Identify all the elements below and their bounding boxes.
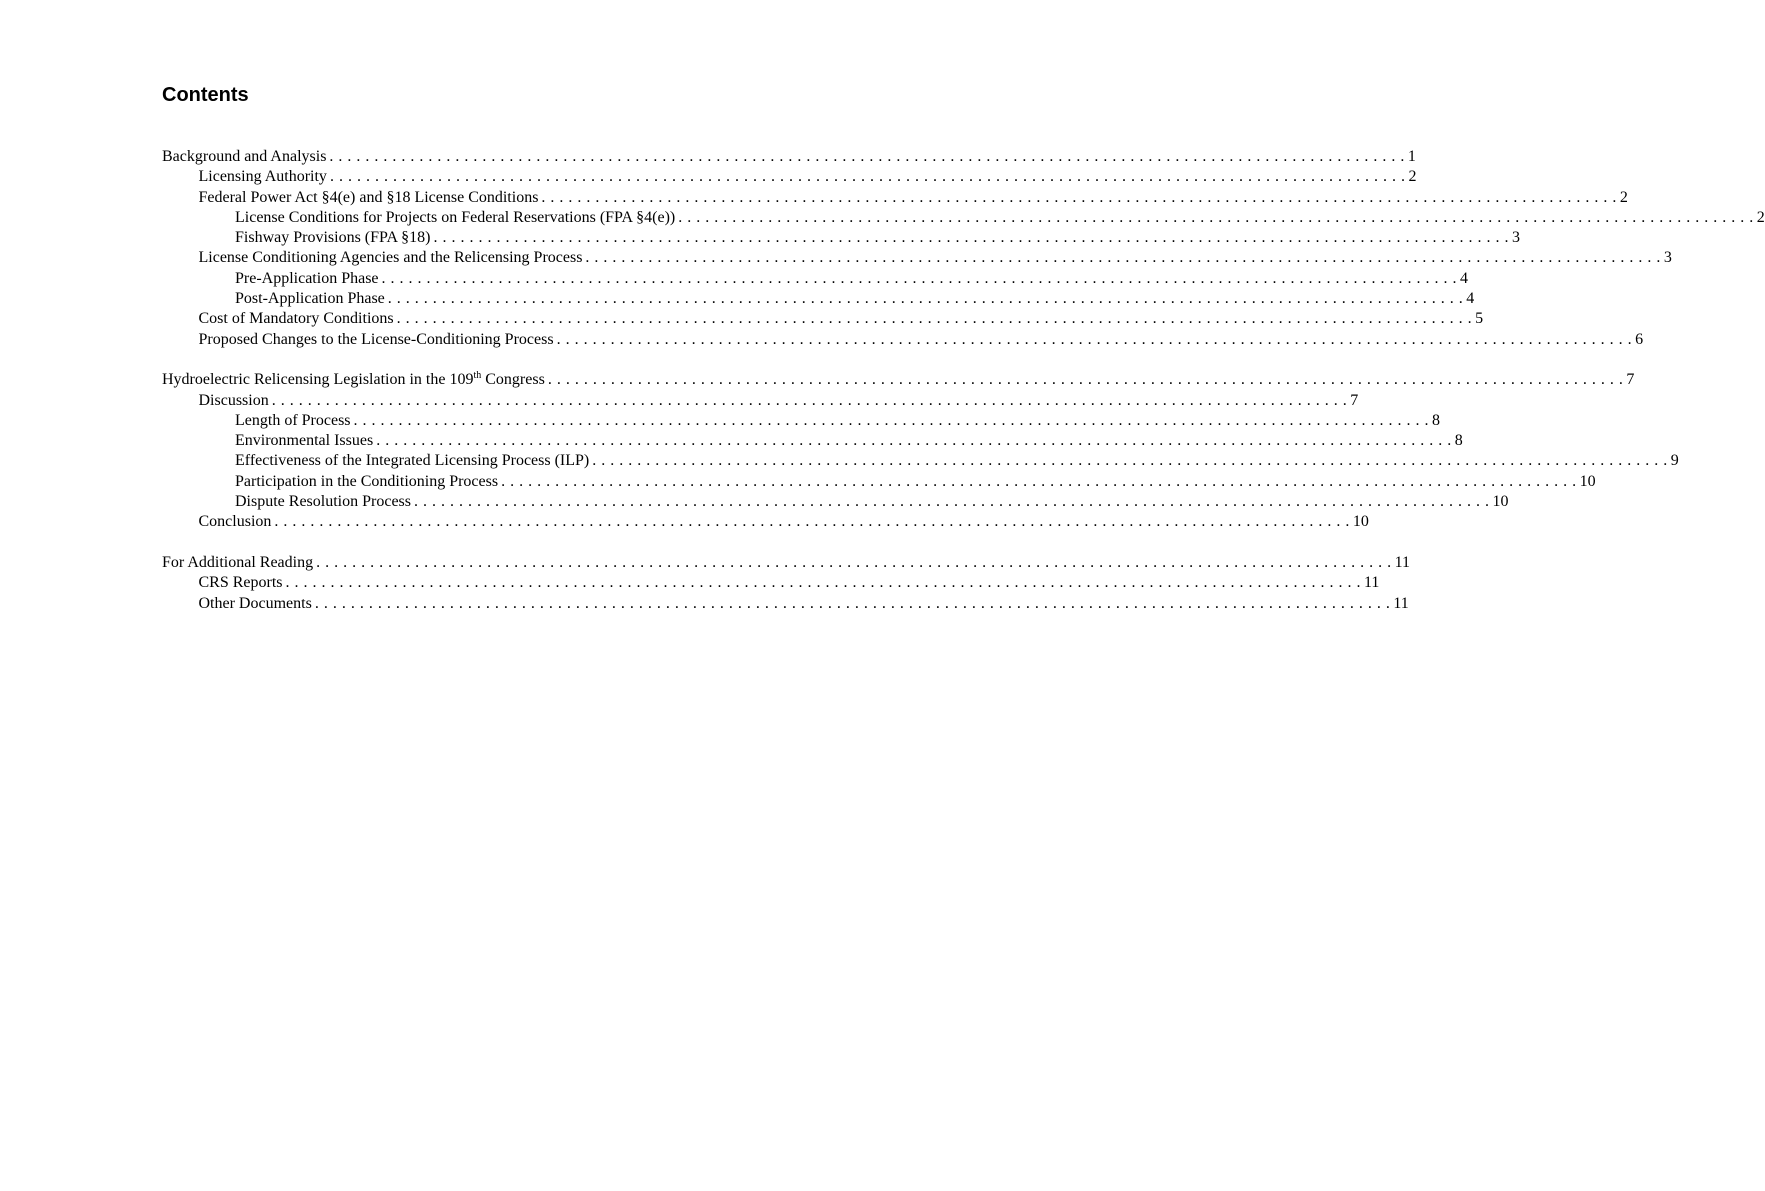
toc-entry[interactable]	[162, 228, 1520, 248]
toc-page-number: 2	[1756, 208, 1765, 226]
toc-dot-leader: . . . . . . . . . . . . . . . . . . . . . . . . . . . . . . . . . . . . . . . . . . . . . . . . . . . . . . . . . . . . . . . . . . . . . . . . . . . . . . . . . . . . . . . . . . . . . . . . . . . . . . . . . . . . . . . . . . . . . . . .	[314, 594, 1391, 612]
toc-entry-title	[162, 147, 329, 167]
toc-entry[interactable]	[162, 289, 1475, 309]
toc-entry[interactable]	[162, 330, 1644, 350]
toc-entry-title	[235, 431, 376, 451]
toc-entry-title	[199, 330, 557, 350]
toc-entry-title	[235, 289, 388, 309]
toc-entry-title-text: Proposed Changes to the License-Conditioning Process	[198, 330, 554, 348]
toc-entry[interactable]	[162, 269, 1469, 289]
toc-dot-leader: . . . . . . . . . . . . . . . . . . . . . . . . . . . . . . . . . . . . . . . . . . . . . . . . . . . . . . . . . . . . . . . . . . . . . . . . . . . . . . . . . . . . . . . . . . . . . . . . . . . . . . . . . . . . . . . . . . . . . . . .	[678, 208, 1754, 226]
toc-entry[interactable]	[162, 208, 1765, 228]
toc-entry-title-text: Participation in the Conditioning Process	[235, 472, 499, 490]
toc-section	[162, 147, 1765, 350]
toc-page-number: 10	[1352, 513, 1369, 531]
toc-entry-title-text: Hydroelectric Relicensing Legislation in the 109	[162, 371, 474, 389]
toc-entry[interactable]	[162, 411, 1441, 431]
toc-entry[interactable]	[162, 573, 1380, 593]
toc-entry-title	[199, 512, 275, 532]
toc-dot-leader: . . . . . . . . . . . . . . . . . . . . . . . . . . . . . . . . . . . . . . . . . . . . . . . . . . . . . . . . . . . . . . . . . . . . . . . . . . . . . . . . . . . . . . . . . . . . . . . . . . . . . . . . . . . . . . . . . . . . . . . .	[285, 574, 1362, 592]
toc-dot-leader: . . . . . . . . . . . . . . . . . . . . . . . . . . . . . . . . . . . . . . . . . . . . . . . . . . . . . . . . . . . . . . . . . . . . . . . . . . . . . . . . . . . . . . . . . . . . . . . . . . . . . . . . . . . . . . . . . . . . . . . .	[376, 432, 1452, 450]
toc-dot-leader: . . . . . . . . . . . . . . . . . . . . . . . . . . . . . . . . . . . . . . . . . . . . . . . . . . . . . . . . . . . . . . . . . . . . . . . . . . . . . . . . . . . . . . . . . . . . . . . . . . . . . . . . . . . . . . . . . . . . . . . .	[381, 269, 1458, 287]
toc-entry-title-text: Background and Analysis	[162, 148, 327, 165]
toc-page-number: 2	[1619, 188, 1628, 206]
toc-entry-title	[235, 472, 501, 492]
toc-page-number: 3	[1663, 249, 1672, 267]
toc-entry-title	[235, 269, 382, 289]
toc-entry-title-text: Effectiveness of the Integrated Licensing Process (ILP)	[235, 452, 590, 470]
toc-entry[interactable]	[162, 188, 1628, 208]
toc-entry[interactable]	[162, 451, 1679, 471]
toc-page-number: 6	[1635, 330, 1644, 348]
toc-entry-superscript: th	[473, 370, 482, 382]
toc-page-number: 11	[1393, 594, 1409, 612]
toc-dot-leader: . . . . . . . . . . . . . . . . . . . . . . . . . . . . . . . . . . . . . . . . . . . . . . . . . . . . . . . . . . . . . . . . . . . . . . . . . . . . . . . . . . . . . . . . . . . . . . . . . . . . . . . . . . . . . . . . . . . . . . . .	[353, 411, 1430, 429]
toc-entry[interactable]	[162, 147, 1416, 167]
toc-entry-title-text: Pre-Application Phase	[235, 269, 379, 287]
toc-dot-leader: . . . . . . . . . . . . . . . . . . . . . . . . . . . . . . . . . . . . . . . . . . . . . . . . . . . . . . . . . . . . . . . . . . . . . . . . . . . . . . . . . . . . . . . . . . . . . . . . . . . . . . . . . . . . . . . . . . . . . . . .	[387, 290, 1464, 308]
toc-entry-title-text: Length of Process	[235, 411, 351, 429]
toc-dot-leader: . . . . . . . . . . . . . . . . . . . . . . . . . . . . . . . . . . . . . . . . . . . . . . . . . . . . . . . . . . . . . . . . . . . . . . . . . . . . . . . . . . . . . . . . . . . . . . . . . . . . . . . . . . . . . . . . . . . . . . . .	[547, 371, 1624, 389]
toc-entry-title	[162, 553, 316, 573]
toc-page-number: 7	[1626, 371, 1635, 389]
toc-dot-leader: . . . . . . . . . . . . . . . . . . . . . . . . . . . . . . . . . . . . . . . . . . . . . . . . . . . . . . . . . . . . . . . . . . . . . . . . . . . . . . . . . . . . . . . . . . . . . . . . . . . . . . . . . . . . . . . . . . . . . . . .	[433, 229, 1509, 247]
toc-page-number: 4	[1466, 290, 1475, 308]
toc-entry[interactable]	[162, 248, 1672, 268]
toc-entry-title-text: Federal Power Act §4(e) and §18 License Conditions	[198, 188, 539, 206]
toc-entry[interactable]	[162, 370, 1635, 390]
toc-entry-title	[199, 594, 315, 614]
toc-entry-title	[199, 309, 397, 329]
toc-dot-leader: . . . . . . . . . . . . . . . . . . . . . . . . . . . . . . . . . . . . . . . . . . . . . . . . . . . . . . . . . . . . . . . . . . . . . . . . . . . . . . . . . . . . . . . . . . . . . . . . . . . . . . . . . . . . . . . . . . . . . . . .	[592, 452, 1668, 470]
toc-entry-title	[235, 492, 414, 512]
toc-dot-leader: . . . . . . . . . . . . . . . . . . . . . . . . . . . . . . . . . . . . . . . . . . . . . . . . . . . . . . . . . . . . . . . . . . . . . . . . . . . . . . . . . . . . . . . . . . . . . . . . . . . . . . . . . . . . . . . . . . . . . . . .	[329, 148, 1405, 165]
toc-entry-title-text: Post-Application Phase	[235, 290, 385, 308]
toc-dot-leader: . . . . . . . . . . . . . . . . . . . . . . . . . . . . . . . . . . . . . . . . . . . . . . . . . . . . . . . . . . . . . . . . . . . . . . . . . . . . . . . . . . . . . . . . . . . . . . . . . . . . . . . . . . . . . . . . . . . . . . . .	[396, 310, 1473, 328]
toc-entry-title-text: Other Documents	[198, 594, 312, 612]
toc-dot-leader: . . . . . . . . . . . . . . . . . . . . . . . . . . . . . . . . . . . . . . . . . . . . . . . . . . . . . . . . . . . . . . . . . . . . . . . . . . . . . . . . . . . . . . . . . . . . . . . . . . . . . . . . . . . . . . . . . . . . . . . .	[556, 330, 1633, 348]
toc-dot-leader: . . . . . . . . . . . . . . . . . . . . . . . . . . . . . . . . . . . . . . . . . . . . . . . . . . . . . . . . . . . . . . . . . . . . . . . . . . . . . . . . . . . . . . . . . . . . . . . . . . . . . . . . . . . . . . . . . . . . . . . .	[271, 391, 1348, 409]
toc-entry-title-text: Cost of Mandatory Conditions	[198, 310, 394, 328]
toc-page-number: 11	[1364, 574, 1380, 592]
toc-entry[interactable]	[162, 553, 1411, 573]
toc-page-number: 4	[1460, 269, 1469, 287]
toc-section	[162, 370, 1679, 532]
toc-entry-title-text: Environmental Issues	[235, 432, 374, 450]
toc-entry-title	[199, 167, 330, 187]
toc-entry-title	[235, 411, 354, 431]
toc-dot-leader: . . . . . . . . . . . . . . . . . . . . . . . . . . . . . . . . . . . . . . . . . . . . . . . . . . . . . . . . . . . . . . . . . . . . . . . . . . . . . . . . . . . . . . . . . . . . . . . . . . . . . . . . . . . . . . . . . . . . . . . .	[316, 553, 1392, 571]
toc-entry-title-text: Licensing Authority	[198, 168, 327, 186]
toc-dot-leader: . . . . . . . . . . . . . . . . . . . . . . . . . . . . . . . . . . . . . . . . . . . . . . . . . . . . . . . . . . . . . . . . . . . . . . . . . . . . . . . . . . . . . . . . . . . . . . . . . . . . . . . . . . . . . . . . . . . . . . . .	[414, 493, 1490, 511]
toc-entry-title-text: License Conditions for Projects on Federal Reservations (FPA §4(e))	[235, 208, 676, 226]
toc-entry[interactable]	[162, 492, 1509, 512]
toc-entry-title-suffix: Congress	[481, 371, 545, 389]
table-of-contents	[162, 147, 1765, 614]
toc-dot-leader: . . . . . . . . . . . . . . . . . . . . . . . . . . . . . . . . . . . . . . . . . . . . . . . . . . . . . . . . . . . . . . . . . . . . . . . . . . . . . . . . . . . . . . . . . . . . . . . . . . . . . . . . . . . . . . . . . . . . . . . .	[274, 513, 1350, 531]
toc-entry[interactable]	[162, 167, 1417, 187]
contents-heading: Contents	[162, 84, 249, 106]
toc-entry[interactable]	[162, 309, 1484, 329]
toc-dot-leader: . . . . . . . . . . . . . . . . . . . . . . . . . . . . . . . . . . . . . . . . . . . . . . . . . . . . . . . . . . . . . . . . . . . . . . . . . . . . . . . . . . . . . . . . . . . . . . . . . . . . . . . . . . . . . . . . . . . . . . . .	[541, 188, 1617, 206]
toc-page-number: 3	[1511, 229, 1520, 247]
toc-section	[162, 553, 1411, 614]
toc-dot-leader: . . . . . . . . . . . . . . . . . . . . . . . . . . . . . . . . . . . . . . . . . . . . . . . . . . . . . . . . . . . . . . . . . . . . . . . . . . . . . . . . . . . . . . . . . . . . . . . . . . . . . . . . . . . . . . . . . . . . . . . .	[329, 168, 1406, 186]
toc-page-number: 9	[1670, 452, 1679, 470]
toc-entry-title-text: License Conditioning Agencies and the Relicensing Process	[198, 249, 583, 267]
toc-entry[interactable]	[162, 431, 1463, 451]
toc-entry-title-text: For Additional Reading	[162, 553, 314, 571]
toc-entry-title	[235, 228, 433, 248]
toc-dot-leader: . . . . . . . . . . . . . . . . . . . . . . . . . . . . . . . . . . . . . . . . . . . . . . . . . . . . . . . . . . . . . . . . . . . . . . . . . . . . . . . . . . . . . . . . . . . . . . . . . . . . . . . . . . . . . . . . . . . . . . . .	[501, 472, 1577, 490]
toc-page-number: 10	[1579, 472, 1596, 490]
toc-entry-title	[235, 451, 592, 471]
toc-entry-title	[235, 208, 678, 228]
toc-entry[interactable]	[162, 391, 1359, 411]
toc-dot-leader: . . . . . . . . . . . . . . . . . . . . . . . . . . . . . . . . . . . . . . . . . . . . . . . . . . . . . . . . . . . . . . . . . . . . . . . . . . . . . . . . . . . . . . . . . . . . . . . . . . . . . . . . . . . . . . . . . . . . . . . .	[585, 249, 1661, 267]
toc-page-number: 8	[1454, 432, 1463, 450]
toc-page-number: 7	[1350, 391, 1359, 409]
toc-page-number: 1	[1407, 148, 1416, 165]
toc-page-number: 5	[1475, 310, 1484, 328]
toc-entry[interactable]	[162, 594, 1409, 614]
toc-entry-title	[199, 248, 586, 268]
toc-entry-title-text: Discussion	[198, 391, 269, 409]
toc-entry[interactable]	[162, 472, 1596, 492]
toc-entry-title-text: Dispute Resolution Process	[235, 493, 411, 511]
toc-entry-title	[162, 370, 548, 390]
toc-page-number: 8	[1432, 411, 1441, 429]
toc-page-number: 10	[1492, 493, 1509, 511]
toc-entry-title-text: Fishway Provisions (FPA §18)	[235, 229, 431, 247]
toc-entry-title	[199, 391, 272, 411]
toc-entry-title-text: Conclusion	[198, 513, 272, 531]
toc-entry-title	[199, 188, 542, 208]
toc-entry-title	[199, 573, 286, 593]
toc-page-number: 11	[1394, 553, 1411, 571]
toc-entry-title-text: CRS Reports	[198, 574, 283, 592]
toc-page-number: 2	[1408, 168, 1417, 186]
toc-entry[interactable]	[162, 512, 1369, 532]
